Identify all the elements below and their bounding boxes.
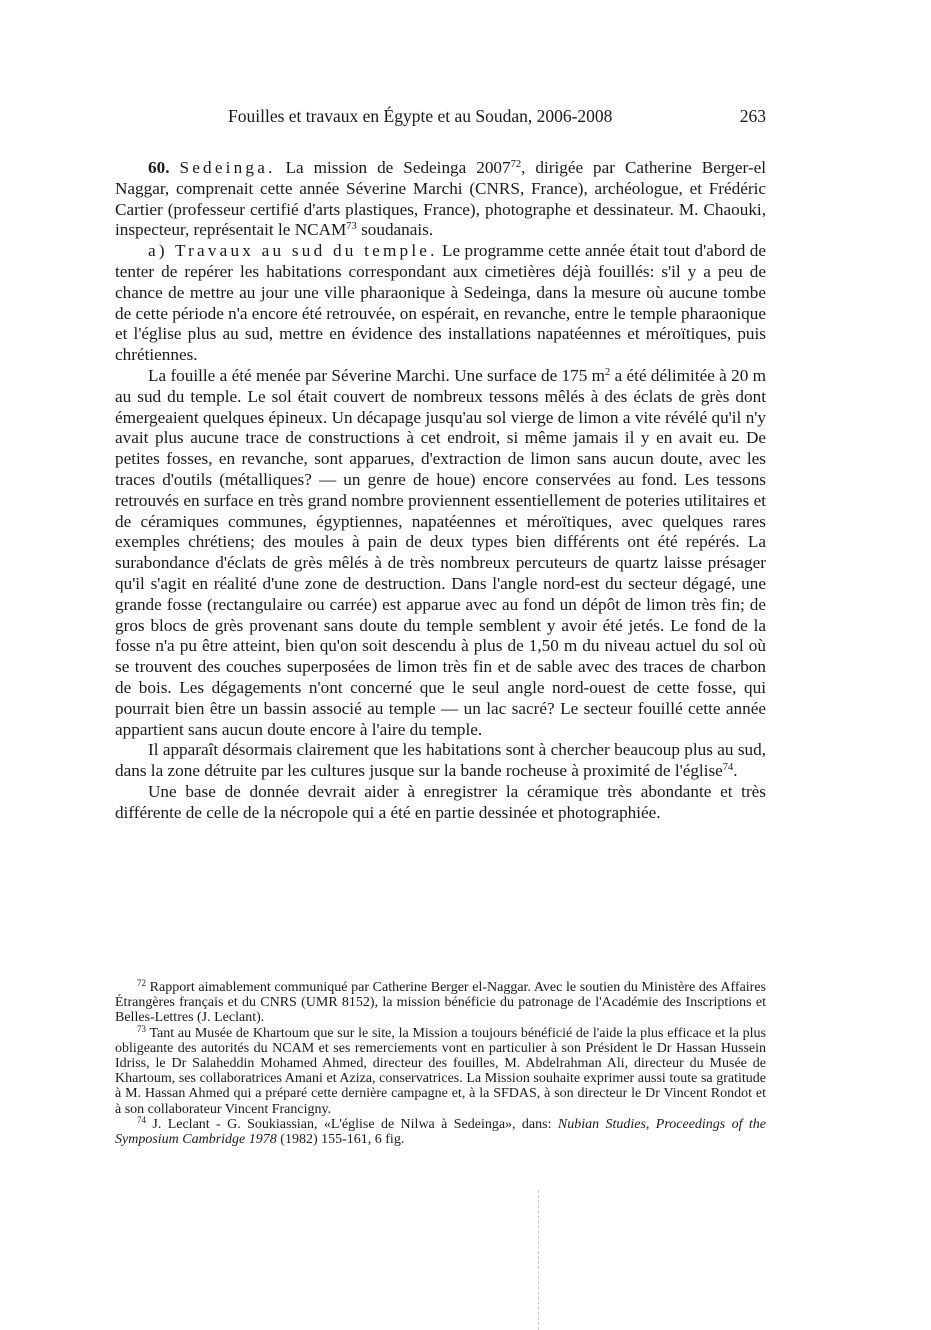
scan-margin-line (538, 1190, 539, 1330)
footnote-number: 74 (137, 1114, 146, 1125)
paragraph-text: a été délimitée à 20 m au sud du temple. Le sol était couvert de nombreux tessons mêlés à des éclats de grès dont émergeaient quelques épineux. Un décapage jusqu'au sol vierge de limon a vite révélé qu'il n'y avait plus aucune trace de constructions à cet endroit, si même jamais il y en avait eu. De petites fosses, en revanche, sont apparues, d'extraction de limon sans aucun doute, avec les traces d'outils (métalliques? — un genre de houe) encore conservées au fond. Les tessons retrouvés en surface en très grand nombre proviennent essentiellement de poteries utilitaires et de céramiques communes, égyptiennes, napatéennes et méroïtiques, avec quelques rares exemples chrétiens; des moules à pain de deux types bien différents ont été repérés. La surabondance d'éclats de grès mêlés à de très nombreux percuteurs de quartz laisse présager qu'il s'agit en réalité d'une zone de destruction. Dans l'angle nord-est du secteur dégagé, une grande fosse (rectangulaire ou carrée) est apparue avec au fond un dépôt de limon très fin; de gros blocs de grès provenant sans doute du temple semblent y avoir été jetés. Le fond de la fosse n'a pu être atteint, bien qu'on soit descendu à plus de 1,50 m du niveau actuel du sol où se trouvent des couches superposées de limon très fin et de sable avec des traces de charbon de bois. Les dégagements n'ont concerné que le seul angle nord-ouest de cette fosse, qui pourrait bien être un bassin associé au temple — un lac sacré? Le secteur fouillé cette année appartient sans aucun doute encore à l'aire du temple. (115, 365, 766, 739)
paragraph-text: Il apparaît désormais clairement que les habitations sont à chercher beaucoup plus au sud, dans la zone détruite par les cultures jusque sur la bande rocheuse à proximité de l'église (115, 740, 766, 781)
footnote-text: (1982) 155-161, 6 fig. (276, 1132, 405, 1148)
footnote-italic-title: Nubian Studies, Proceedings of the Symposium Cambridge 1978 (115, 1116, 766, 1148)
subheading-travaux: a) Travaux au sud du temple. (148, 241, 438, 261)
paragraph-text: La fouille a été menée par Séverine Marchi. Une surface de 175 m (148, 365, 606, 385)
paragraph-travaux (115, 241, 766, 366)
paragraph-text: Une base de donnée devrait aider à enregistrer la céramique très abondante et très différente de celle de la nécropole qui a été en partie dessinée et photographiée. (115, 781, 766, 822)
footnote-number: 72 (137, 978, 146, 988)
footnote-ref-73: 73 (346, 221, 357, 233)
footnote-ref-72: 72 (510, 159, 522, 170)
paragraph-text: soudanais. (356, 220, 434, 240)
superscript-square: 2 (605, 366, 611, 378)
paragraph-text: La mission de Sedeinga 2007 (275, 158, 511, 177)
footnote-72 (115, 980, 766, 1026)
footnote-73 (115, 1023, 766, 1117)
paragraph-intro (115, 158, 766, 241)
page-header (115, 104, 766, 130)
footnotes (115, 980, 766, 1147)
paragraph-base-donnee (115, 782, 766, 824)
section-number: 60. (148, 158, 170, 177)
footnote-text: Tant au Musée de Khartoum que sur le site, la Mission a toujours bénéficié de l'aide la plus efficace et la plus obligeante des autorités du NCAM et ses remerciements vont en particulier à son Président le Dr Hassan Hussein Idriss, le Dr Salaheddin Mohamed Ahmed, directeur des fouilles, M. Abdelrahman Ali, directeur du Musée de Khartoum, ses collaboratrices Amani et Aziza, conservatrices. La Mission souhaite exprimer aussi toute sa gratitude à M. Hassan Ahmed qui a préparé cette dernière campagne et, à la SFDAS, à son directeur le Dr Vincent Rondot et à son collaborateur Vincent Francigny. (115, 1025, 766, 1117)
main-text (115, 158, 766, 824)
paragraph-habitations (115, 740, 766, 782)
paragraph-fouille (115, 366, 766, 740)
paragraph-text: , dirigée par Catherine Berger-el Naggar, comprenait cette année Séverine Marchi (CNRS, France), archéologue, et Frédéric Cartier (professeur certifié d'arts plastiques, France), photographe et dessinateur. M. Chaouki, inspecteur, représentait le NCAM (115, 158, 766, 240)
section-site-name: Sedeinga. (179, 158, 276, 177)
footnote-number: 73 (137, 1023, 146, 1034)
paragraph-text: Le programme cette année était tout d'abord de tenter de repérer les habitations correspondant aux cimetières déjà fouillés: s'il y a peu de chance de mettre au jour une ville pharaonique à Sedeinga, dans la mesure où aucune tombe de cette période n'a encore été retrouvée, on espérait, en revanche, entre le temple pharaonique et l'église plus au sud, mettre en évidence des installations napatéennes et méroïtiques, puis chrétiennes. (115, 241, 766, 365)
footnote-74 (115, 1114, 766, 1148)
footnote-text: Rapport aimablement communiqué par Catherine Berger el-Naggar. Avec le soutien du Ministère des Affaires Étrangères français et du CNRS (UMR 8152), la mission bénéficie du patronage de l'Académie des Inscriptions et Belles-Lettres (J. Leclant). (115, 980, 766, 1026)
footnote-ref-74: 74 (722, 762, 734, 774)
page-number: 263 (739, 106, 766, 126)
paragraph-text: . (733, 761, 738, 781)
running-title: Fouilles et travaux en Égypte et au Soudan, 2006-2008 (228, 106, 613, 126)
footnote-text: J. Leclant - G. Soukiassian, «L'église de Nilwa à Sedeinga», dans: (146, 1116, 558, 1132)
